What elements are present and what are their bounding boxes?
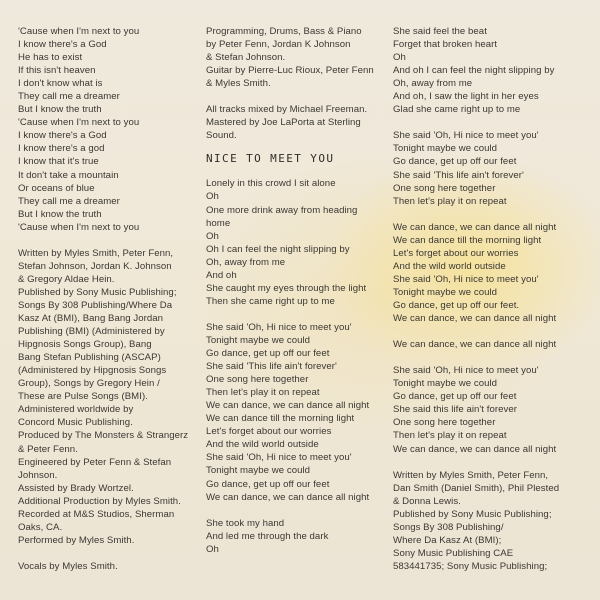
text-line: Tonight maybe we could	[393, 143, 498, 155]
text-line: Tonight maybe we could	[393, 286, 498, 298]
text-line: She said 'Oh, Hi nice to meet you'	[393, 130, 539, 142]
text-line: Recorded at M&S Studios, Sherman	[18, 508, 175, 520]
text-line: These are Pulse Songs (BMI).	[18, 391, 148, 403]
text-line: Concord Music Publishing.	[18, 417, 133, 429]
text-line: They call me a dreamer	[18, 195, 120, 207]
text-line: She said 'This life ain't forever'	[206, 361, 337, 373]
blank-line	[206, 308, 384, 321]
text-line: Then she came right up to me	[206, 295, 335, 307]
text-line: She said this life ain't forever	[393, 404, 517, 416]
text-line: I know that it's true	[18, 156, 99, 168]
text-line: We can dance, we can dance all night	[206, 491, 370, 503]
text-line: Then let's play it on repeat	[393, 430, 507, 442]
text-line: We can dance, we can dance all night	[393, 313, 557, 325]
text-line: 583441735; Sony Music Publishing;	[393, 560, 548, 572]
text-line: Kasz At (BMI), Bang Bang Jordan	[18, 313, 163, 325]
text-line: Oh, away from me	[206, 256, 286, 268]
text-line: Go dance, get up off our feet	[206, 348, 330, 360]
text-line: All tracks mixed by Michael Freeman.	[206, 104, 368, 116]
text-line: Oh I can feel the night slipping by	[206, 243, 350, 255]
text-line: Forget that broken heart	[393, 39, 498, 51]
text-line: She said 'Oh, Hi nice to meet you'	[393, 273, 539, 285]
text-line: One more drink away from heading	[206, 204, 358, 216]
text-line: 'Cause when I'm next to you	[18, 26, 140, 37]
lyrics-block	[206, 177, 384, 555]
text-line: Published by Sony Music Publishing;	[18, 286, 177, 298]
text-line: Additional Production by Myles Smith.	[18, 495, 181, 507]
text-line: She said 'Oh, Hi nice to meet you'	[206, 452, 352, 464]
text-line: We can dance, we can dance all night	[393, 443, 557, 455]
text-line: Bang Stefan Publishing (ASCAP)	[18, 352, 161, 364]
text-line: And led me through the dark	[206, 530, 329, 542]
text-line: Go dance, get up off our feet	[393, 391, 517, 403]
text-line: Tonight maybe we could	[206, 465, 311, 477]
text-line: Glad she came right up to me	[393, 104, 521, 116]
text-line: & Stefan Johnson.	[206, 52, 286, 64]
text-line: And oh I can feel the night slipping by	[393, 65, 555, 77]
text-line: And oh, I saw the light in her eyes	[393, 91, 539, 103]
text-line: But I know the truth	[18, 208, 102, 220]
blank-line	[393, 456, 593, 469]
credits-block-continued	[206, 25, 384, 142]
text-line: Go dance, get up off our feet.	[393, 299, 520, 311]
text-line: Oh	[206, 230, 219, 242]
text-line: Assisted by Brady Wortzel.	[18, 482, 134, 494]
text-line: We can dance, we can dance all night	[393, 339, 557, 351]
column-right	[393, 25, 593, 573]
text-line: One song here together	[393, 417, 496, 429]
text-line: Go dance, get up off our feet	[393, 156, 517, 168]
text-line: I don't know what is	[18, 78, 103, 90]
text-line: Hipgnosis Songs Group), Bang	[18, 339, 152, 351]
text-line: Vocals by Myles Smith.	[18, 560, 118, 572]
text-line: Tonight maybe we could	[393, 378, 498, 390]
text-line: They call me a dreamer	[18, 91, 120, 103]
text-line: & Donna Lewis.	[393, 495, 461, 507]
text-line: Oh	[206, 543, 219, 555]
text-line: Dan Smith (Daniel Smith), Phil Plested	[393, 482, 560, 494]
text-line: One song here together	[393, 182, 496, 194]
text-line: And the wild world outside	[206, 439, 319, 451]
text-line: Engineered by Peter Fenn & Stefan	[18, 456, 172, 468]
text-line: (Administered by Hipgnosis Songs	[18, 365, 167, 377]
blank-line	[393, 325, 593, 338]
text-line: And the wild world outside	[393, 260, 506, 272]
text-line: Then let's play it on repeat	[206, 387, 320, 399]
text-line: Songs By 308 Publishing/Where Da	[18, 299, 173, 311]
text-line: I know there's a god	[18, 143, 105, 155]
text-line: We can dance till the morning light	[206, 413, 355, 425]
text-line: It don't take a mountain	[18, 169, 119, 181]
text-line: We can dance, we can dance all night	[393, 221, 557, 233]
blank-line	[206, 90, 384, 103]
blank-line	[18, 547, 190, 560]
text-line: Sound.	[206, 130, 237, 142]
text-line: Programming, Drums, Bass & Piano	[206, 26, 362, 37]
text-line: Publishing (BMI) (Administered by	[18, 326, 165, 338]
text-line: Administered worldwide by	[18, 404, 134, 416]
blank-line	[393, 208, 593, 221]
text-line: 'Cause when I'm next to you	[18, 221, 140, 233]
song-title: NICE TO MEET YOU	[206, 152, 335, 166]
blank-line	[393, 351, 593, 364]
text-line: Or oceans of blue	[18, 182, 95, 194]
text-line: She took my hand	[206, 517, 285, 529]
text-line: One song here together	[206, 374, 309, 386]
text-line: Stefan Johnson, Jordan K. Johnson	[18, 260, 172, 272]
text-line: Let's forget about our worries	[206, 426, 332, 438]
text-line: Oh	[206, 191, 219, 203]
text-line: Then let's play it on repeat	[393, 195, 507, 207]
text-line: Published by Sony Music Publishing;	[393, 508, 552, 520]
text-line: home	[206, 217, 231, 229]
text-line: & Gregory Aldae Hein.	[18, 273, 115, 285]
blank-line	[206, 504, 384, 517]
column-middle	[206, 25, 384, 556]
text-line: & Peter Fenn.	[18, 443, 78, 455]
text-line: We can dance, we can dance all night	[206, 400, 370, 412]
text-line: And oh	[206, 269, 237, 281]
text-line: Johnson.	[18, 469, 58, 481]
text-line: Performed by Myles Smith.	[18, 534, 135, 546]
text-line: Group), Songs by Gregory Hein /	[18, 378, 160, 390]
text-line: Let's forget about our worries	[393, 247, 519, 259]
blank-line	[18, 234, 190, 247]
text-line: Guitar by Pierre-Luc Rioux, Peter Fenn	[206, 65, 374, 77]
text-line: We can dance till the morning light	[393, 234, 542, 246]
text-line: Songs By 308 Publishing/	[393, 521, 504, 533]
text-line: If this isn't heaven	[18, 65, 96, 77]
text-line: by Peter Fenn, Jordan K Johnson	[206, 39, 351, 51]
text-line: I know there's a God	[18, 130, 107, 142]
text-line: But I know the truth	[18, 104, 102, 116]
text-line: Oaks, CA.	[18, 521, 63, 533]
text-line: He has to exist	[18, 52, 83, 64]
text-line: Lonely in this crowd I sit alone	[206, 178, 336, 190]
column-left	[18, 25, 190, 573]
text-line: Where Da Kasz At (BMI);	[393, 534, 502, 546]
text-line: Oh, away from me	[393, 78, 473, 90]
text-line: Oh	[393, 52, 406, 64]
text-line: 'Cause when I'm next to you	[18, 117, 140, 129]
text-line: She said 'Oh, Hi nice to meet you'	[393, 365, 539, 377]
text-line: She said feel the beat	[393, 26, 487, 37]
text-line: Tonight maybe we could	[206, 334, 311, 346]
text-line: I know there's a God	[18, 39, 107, 51]
text-line: Written by Myles Smith, Peter Fenn,	[18, 247, 174, 259]
text-line: Go dance, get up off our feet	[206, 478, 330, 490]
text-line: Produced by The Monsters & Strangerz	[18, 430, 189, 442]
text-line: Sony Music Publishing CAE	[393, 547, 514, 559]
text-line: Mastered by Joe LaPorta at Sterling	[206, 117, 361, 129]
text-line: She caught my eyes through the light	[206, 282, 367, 294]
blank-line	[393, 116, 593, 129]
text-line: & Myles Smith.	[206, 78, 271, 90]
text-line: Written by Myles Smith, Peter Fenn,	[393, 469, 549, 481]
text-line: She said 'This life ain't forever'	[393, 169, 524, 181]
text-line: She said 'Oh, Hi nice to meet you'	[206, 321, 352, 333]
